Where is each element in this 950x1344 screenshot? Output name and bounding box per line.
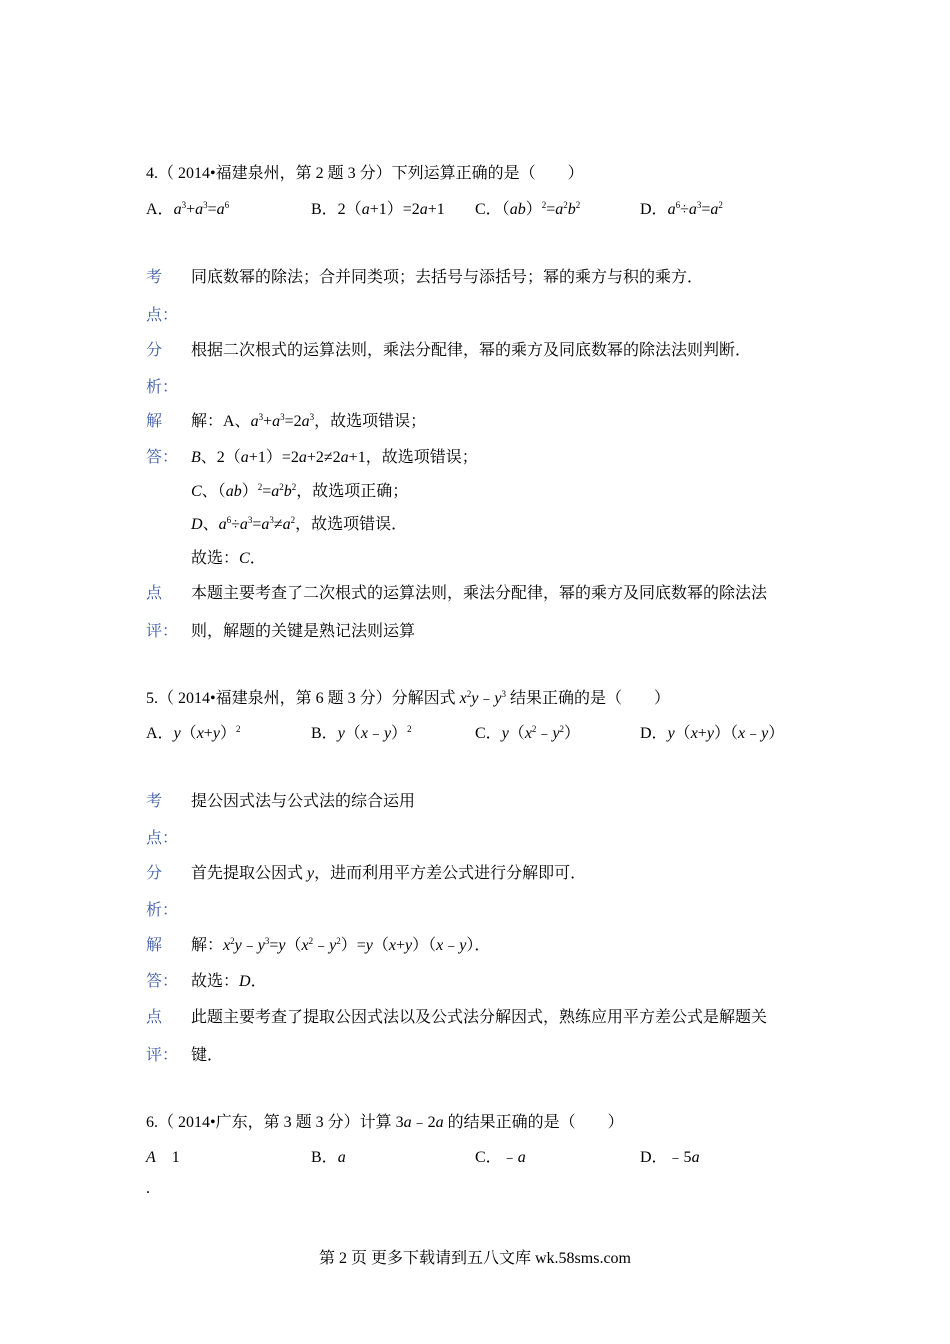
q4-fenxi: 根据二次根式的运算法则，乘法分配律，幂的乘方及同底数幂的除法法则判断． xyxy=(191,342,752,359)
q5-option-b: B．y（x﹣y）$^2$ xyxy=(311,724,412,742)
q4-jieda-line-2: B、2（a+1）=2a+2≠2a+1，故选项错误； xyxy=(191,449,478,466)
q4-jieda-line-3: C、$(ab)^2=a^2b^2$，故选项正确； xyxy=(191,482,409,500)
q4-dianping-line-2: 则，解题的关键是熟记法则运算 xyxy=(191,623,416,640)
q4-option-c: C．$(ab)^2=a^2b^2$ xyxy=(475,200,581,218)
q5-jieda-label-1: 解 xyxy=(146,937,163,954)
q5-fenxi-label-1: 分 xyxy=(146,865,163,882)
q4-dianping-label-1: 点 xyxy=(146,585,163,602)
q5-dianping-line-1: 此题主要考查了提取公因式法以及公式法分解因式，熟练应用平方差公式是解题关 xyxy=(191,1009,768,1026)
q6-stem: 6.（ 2014•广东，第 3 题 3 分）计算 3a﹣2a 的结果正确的是（ ） xyxy=(146,1114,624,1131)
q4-kaodian-label-2: 点： xyxy=(146,307,179,324)
q4-option-d: D．$a^6\div a^3=a^2$ xyxy=(640,200,723,218)
q4-dianping-line-1: 本题主要考查了二次根式的运算法则，乘法分配律，幂的乘方及同底数幂的除法法 xyxy=(191,585,768,602)
q4-kaodian-label-1: 考 xyxy=(146,269,163,286)
q4-jieda-label-2: 答： xyxy=(146,449,179,466)
q4-jieda-line-1: 解：A、$a^3+a^3=2a^3$，故选项错误； xyxy=(191,412,427,430)
q4-dianping-label-2: 评： xyxy=(146,623,179,640)
q5-option-a: A．$y(x+y)^2$ xyxy=(146,724,241,742)
q4-stem-text: 4.（ 2014•福建泉州，第 2 题 3 分）下列运算正确的是（ ） xyxy=(146,165,584,182)
q6-option-a: A 1 xyxy=(146,1149,180,1166)
q5-option-d: D．y（x+y）（x﹣y） xyxy=(640,725,785,742)
q5-jieda-line-2: 故选：D． xyxy=(191,973,267,990)
q4-option-a: A．$a^3+a^3=a^6$ xyxy=(146,200,230,218)
q4-jieda-line-4: D、$a^6\div a^3=a^3\ne a^2$，故选项错误． xyxy=(191,515,408,533)
q5-dianping-label-1: 点 xyxy=(146,1009,163,1026)
page-footer: 第 2 页 更多下载请到五八文库 wk.58sms.com xyxy=(318,1250,631,1267)
q5-dianping-label-2: 评： xyxy=(146,1047,179,1064)
q5-stem: 5.（ 2014•福建泉州，第 6 题 3 分）分解因式 $x^2y﹣y^3$ 结果正确的是（ ） xyxy=(146,689,670,707)
q6-option-a-dot: . xyxy=(146,1180,150,1197)
q4-jieda-line-5: 故选：C． xyxy=(191,550,266,567)
q5-kaodian-label-1: 考 xyxy=(146,793,163,810)
q5-kaodian-label-2: 点： xyxy=(146,830,179,847)
q6-option-c: C．﹣a xyxy=(475,1149,526,1166)
q6-option-d: D．﹣5a xyxy=(640,1149,700,1166)
q4-kaodian: 同底数幂的除法；合并同类项；去括号与添括号；幂的乘方与积的乘方． xyxy=(191,269,704,286)
q5-jieda-label-2: 答： xyxy=(146,973,179,990)
q4-option-b: B．2（a+1）=2a+1 xyxy=(311,201,445,218)
q6-option-b: B．a xyxy=(311,1149,346,1166)
q4-fenxi-label-1: 分 xyxy=(146,342,163,359)
q5-fenxi-label-2: 析： xyxy=(146,902,179,919)
q5-dianping-line-2: 键． xyxy=(191,1047,224,1064)
q4-stem xyxy=(146,160,584,183)
q5-jieda-line-1: 解：$x^2y﹣y^3=y(x^2﹣y^2)=y(x+y)(x﹣y)$． xyxy=(191,936,491,954)
q5-option-c: C．$y(x^2﹣y^2)$ xyxy=(475,724,581,742)
q4-fenxi-label-2: 析： xyxy=(146,379,179,396)
q5-kaodian: 提公因式法与公式法的综合运用 xyxy=(191,793,416,810)
q4-jieda-label-1: 解 xyxy=(146,413,163,430)
q5-fenxi: 首先提取公因式 y，进而利用平方差公式进行分解即可． xyxy=(191,865,587,882)
